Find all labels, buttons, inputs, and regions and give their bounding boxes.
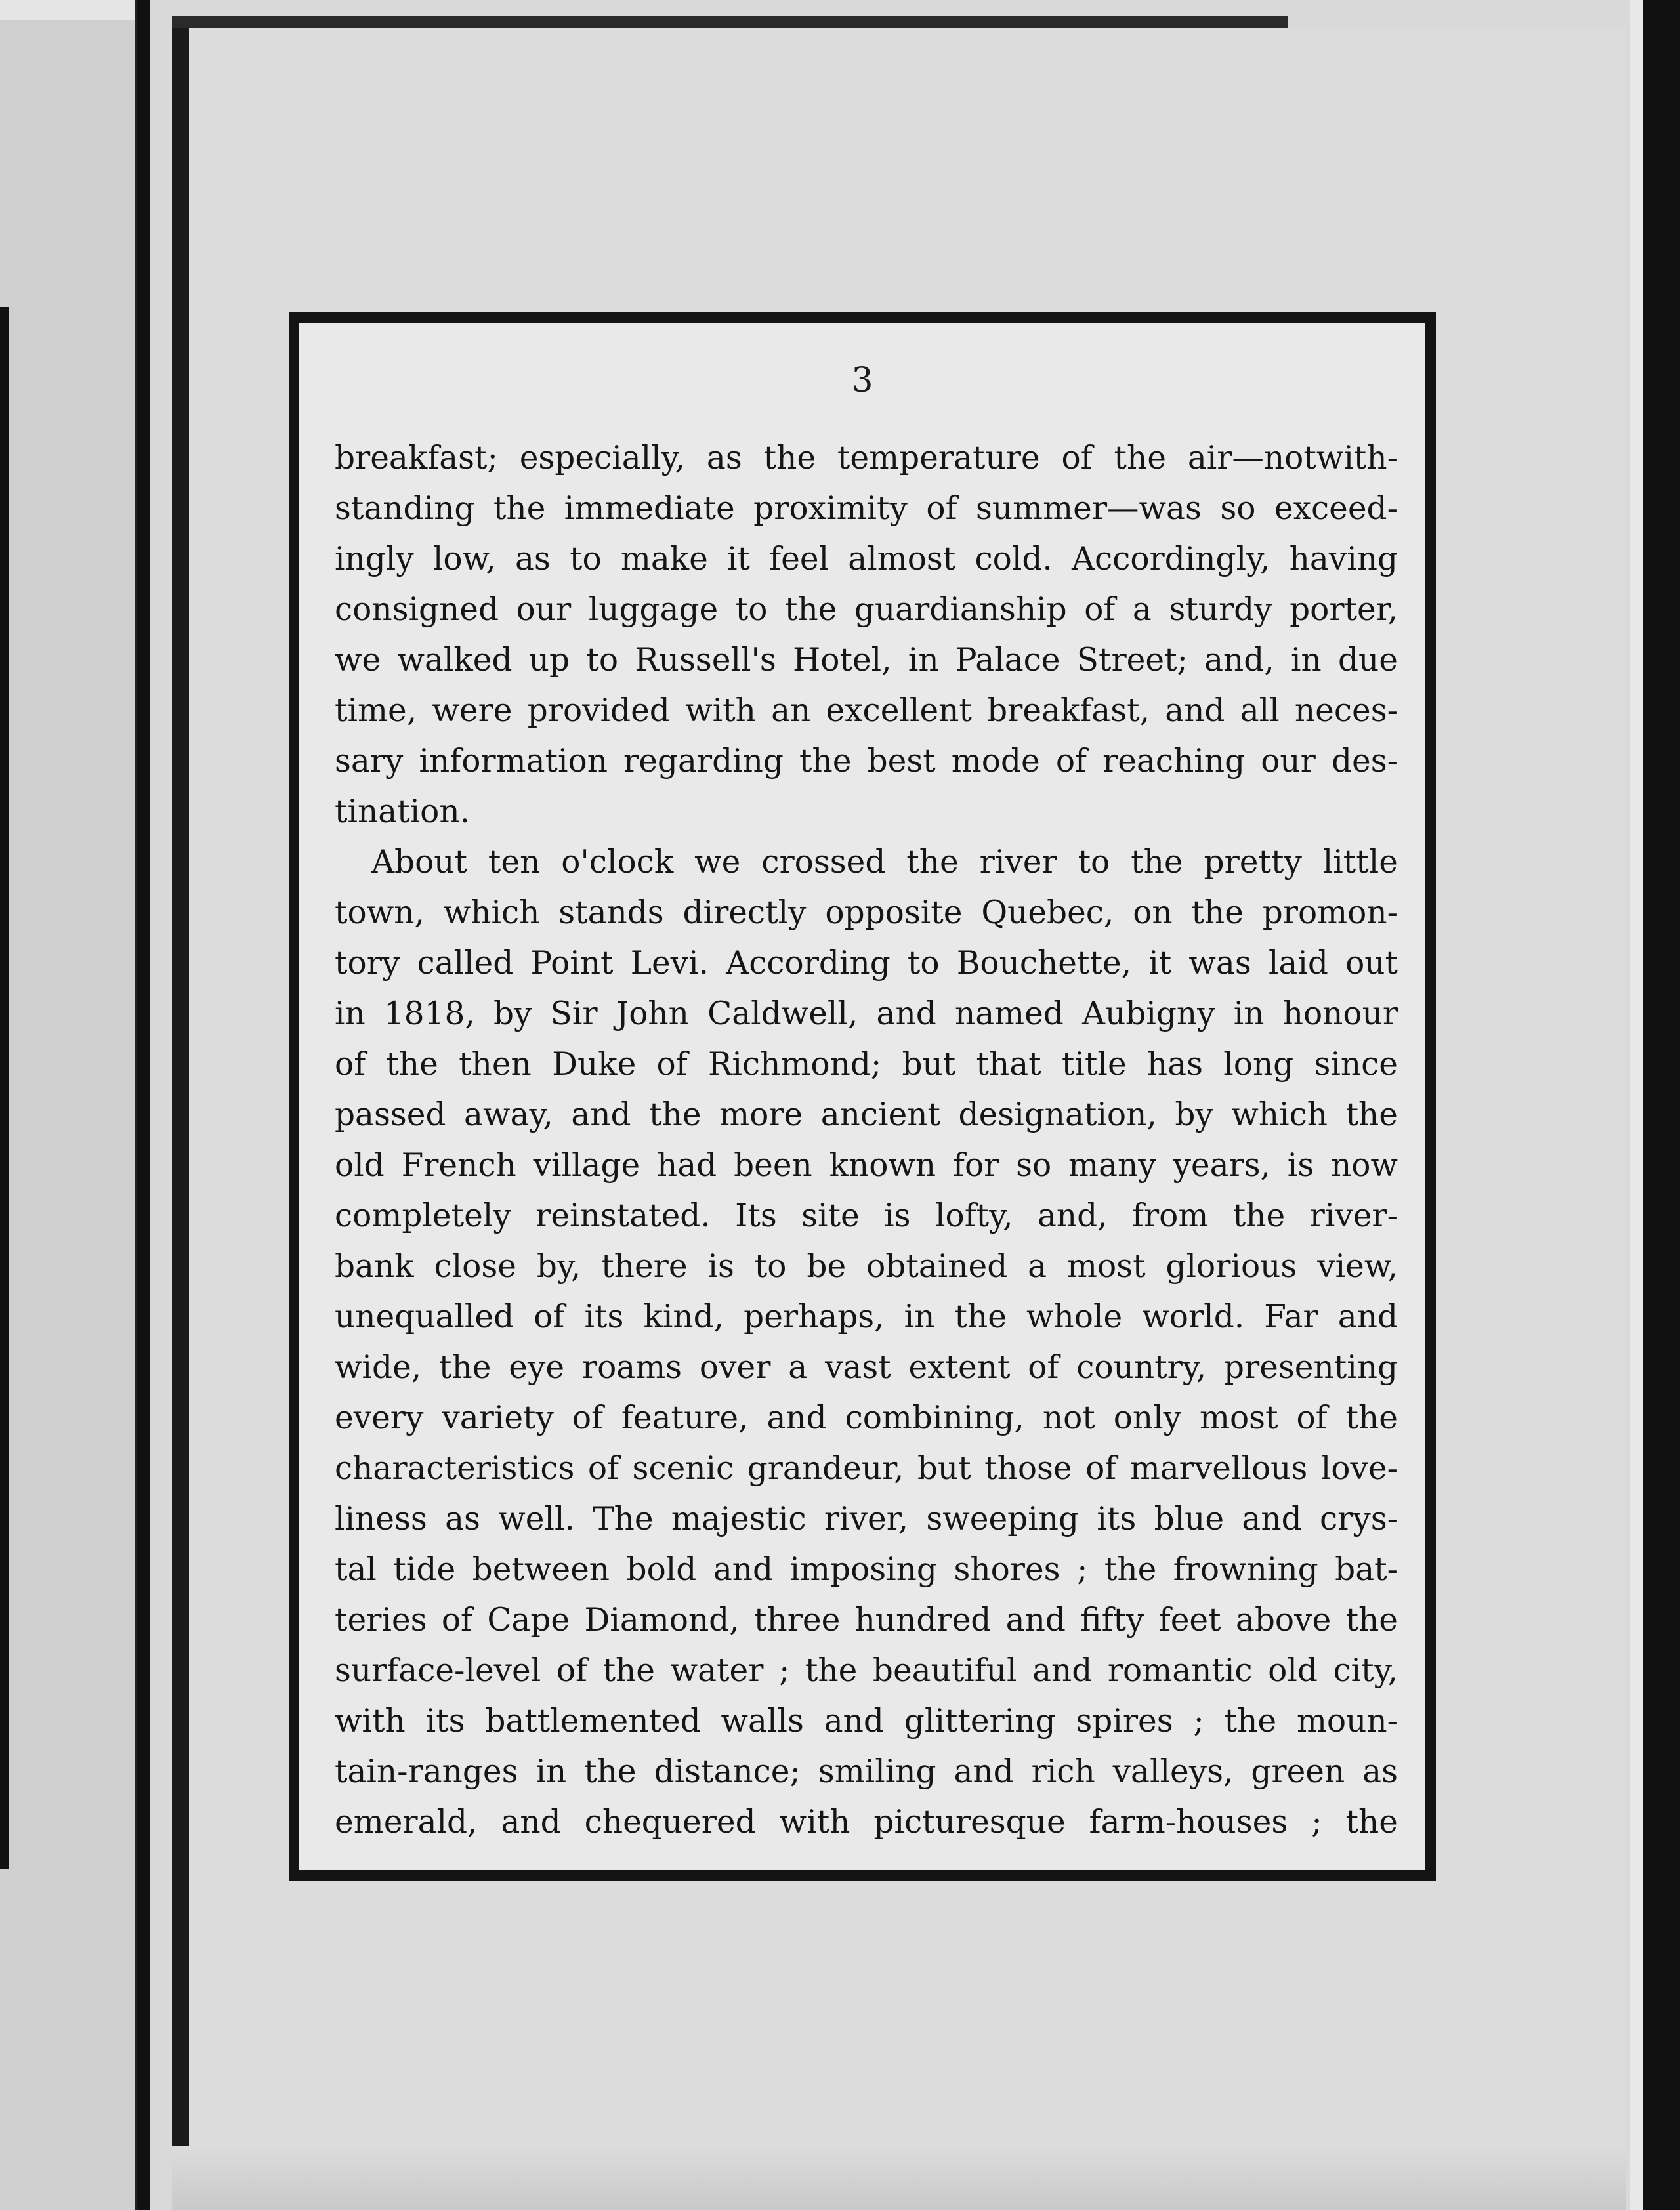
text-line: tination. — [335, 793, 471, 830]
text-line: consigned our luggage to the guardianship of a sturdy porter, — [335, 591, 1398, 628]
text-line: ingly low, as to make it feel almost cold. Accordingly, having — [335, 541, 1398, 577]
text-line: characteristics of scenic grandeur, but those of marvellous love- — [335, 1450, 1398, 1487]
text-line: emerald, and chequered with picturesque farm-houses ; the — [335, 1804, 1398, 1841]
text-line: surface-level of the water ; the beautiful and romantic old city, — [335, 1652, 1398, 1689]
text-line: unequalled of its kind, perhaps, in the whole world. Far and — [335, 1299, 1398, 1335]
text-line: About ten o'clock we crossed the river to the pretty little — [371, 844, 1398, 881]
text-line: liness as well. The majestic river, sweeping its blue and crys- — [335, 1501, 1398, 1537]
text-line: breakfast; especially, as the temperature of the air—notwith- — [335, 440, 1398, 476]
body-text — [335, 433, 1398, 1848]
previous-page-frame-edge — [0, 307, 9, 1869]
text-line: tal tide between bold and imposing shores ; the frowning bat- — [335, 1551, 1398, 1588]
text-line: teries of Cape Diamond, three hundred and fifty feet above the — [335, 1602, 1398, 1638]
text-line: passed away, and the more ancient designation, by which the — [335, 1096, 1398, 1133]
text-line: wide, the eye roams over a vast extent of country, presenting — [335, 1349, 1398, 1386]
text-line: old French village had been known for so many years, is now — [335, 1147, 1398, 1184]
text-line: town, which stands directly opposite Quebec, on the promon- — [335, 894, 1398, 931]
previous-page-edge — [0, 0, 150, 2210]
text-line: of the then Duke of Richmond; but that title has long since — [335, 1046, 1398, 1083]
page-bottom-shade — [172, 2146, 1626, 2210]
previous-page — [0, 0, 137, 2210]
text-line: completely reinstated. Its site is lofty, and, from the river- — [335, 1198, 1398, 1234]
text-line: with its battlemented walls and glittering spires ; the moun- — [335, 1703, 1398, 1740]
text-line: in 1818, by Sir John Caldwell, and named Aubigny in honour — [335, 995, 1398, 1032]
text-line: every variety of feature, and combining, not only most of the — [335, 1400, 1398, 1436]
text-line: we walked up to Russell's Hotel, in Palace Street; and, in due — [335, 642, 1398, 678]
text-line: tain-ranges in the distance; smiling and rich valleys, green as — [335, 1753, 1398, 1790]
text-line: sary information regarding the best mode of reaching our des- — [335, 743, 1398, 780]
previous-page-top — [0, 0, 135, 20]
text-line: bank close by, there is to be obtained a most glorious view, — [335, 1248, 1398, 1285]
text-line: time, were provided with an excellent breakfast, and all neces- — [335, 692, 1398, 729]
text-line: standing the immediate proximity of summer—was so exceed- — [335, 490, 1398, 527]
text-frame — [289, 312, 1436, 1881]
right-page-margin — [1630, 0, 1643, 2210]
text-line: tory called Point Levi. According to Bouchette, it was laid out — [335, 945, 1398, 982]
page-number: 3 — [851, 361, 873, 400]
right-page-edge — [1630, 0, 1680, 2210]
